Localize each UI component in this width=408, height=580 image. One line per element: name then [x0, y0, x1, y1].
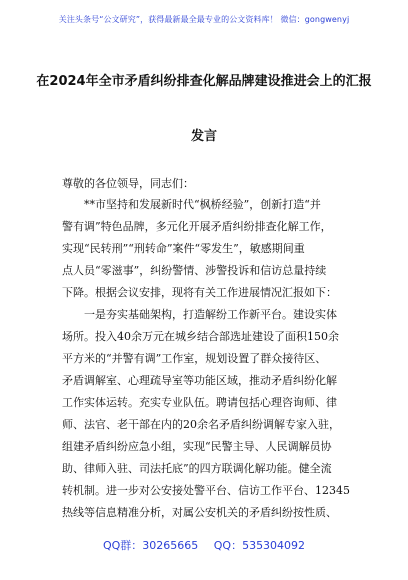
text-line: 热线等信息精准分析，对属公安机关的矛盾纠纷按性质、 [62, 506, 337, 519]
text-line: 实现“民转刑”“刑转命”案件“零发生”，敏感期间重 [62, 242, 305, 255]
body-text [62, 194, 352, 524]
text-line: 转机制。进一步对公安接处警平台、信访工作平台、12345 [62, 484, 350, 497]
text-line: 下降。根据会议安排，现将有关工作进展情况汇报如下： [62, 286, 337, 299]
text-line: 警有调”特色品牌，多元化开展矛盾纠纷排查化解工作， [62, 220, 332, 233]
paragraph [62, 194, 352, 304]
qq-contact-label: QQ：535304092 [213, 539, 306, 552]
salutation: 尊敬的各位领导，同志们： [62, 177, 194, 190]
text-line: 工作实体运转。充实专业队伍。聘请包括心理咨询师、律 [62, 396, 337, 409]
text-line: 组建矛盾纠纷应急小组，实现“民警主导、人民调解员协 [62, 440, 332, 453]
text-line: **市坚持和发展新时代“枫桥经验”，创新打造“并 [84, 198, 321, 211]
footer-contact [0, 537, 408, 553]
text-line: 一是夯实基础架构，打造解纷工作新平台。建设实体 [84, 308, 337, 321]
header-note: 关注头条号“公文研究”，获得最新最全最专业的公文资料库！ 微信：gongwenyj [58, 15, 350, 24]
text-line: 助、律师入驻、司法托底”的四方联调化解功能。健全流 [62, 462, 332, 475]
qq-group-label: QQ群：30265665 [102, 539, 199, 552]
text-line: 场所。投入40余万元在城乡结合部选址建设了面积150余 [62, 330, 339, 343]
text-line: 师、法官、老干部在内的20余名矛盾纠纷调解专家入驻， [62, 418, 340, 431]
text-line: 点人员“零滋事”，纠纷警情、涉警投诉和信访总量持续 [62, 264, 327, 277]
text-line: 平方米的“并警有调”工作室，规划设置了群众接待区、 [62, 352, 327, 365]
paragraph [62, 304, 352, 524]
document-title-continued: 发言 [190, 129, 217, 144]
document-title: 在2024年全市矛盾纠纷排查化解品牌建设推进会上的汇报 [36, 74, 372, 89]
text-line: 矛盾调解室、心理疏导室等功能区域，推动矛盾纠纷化解 [62, 374, 337, 387]
